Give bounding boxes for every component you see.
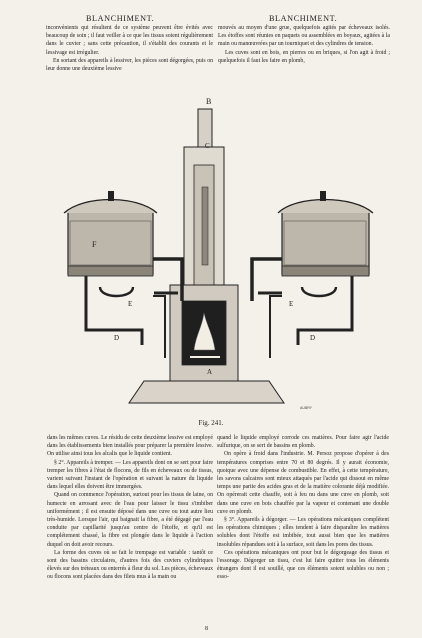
label-e-right: E <box>289 300 294 308</box>
paragraph: La forme des cuves où se fait le trempage est variable : tantôt ce sont des bassins circulaires, d'autres fois des cuviers cylindriques élevés sur des tréteaux ou enterrés à fleur du sol. Les pièces, écheveaux ou flocons sont placées dans des filets mus à la main ou <box>47 549 213 581</box>
page-header-right: BLANCHIMENT. <box>269 14 338 23</box>
label-c: C <box>205 142 210 150</box>
label-a: A <box>207 368 213 376</box>
top-right-column <box>218 24 390 96</box>
paragraph: inconvénients qui résultent de ce système peuvent être évités avec beaucoup de soin ; il faut veiller à ce que les tissus soient régulièrement dans le cuvier ; sans cette précaution, il s'établit des courants et le lessivage est irrégulier. <box>46 25 213 56</box>
paragraph: On opère à froid dans l'industrie. M. Persoz propose d'opérer à des températures comprises entre 70 et 80 degrés. Il y aurait économie, quoique avec une dépense de combustible. En effet, à cette température, les savons calcaires sont mieux attaqués par l'acide qui dissout en même temps une partie des acides gras et de la matière colorante déjà modifiée. On opérerait cette chauffe, soit à feu nu dans une cuve en plomb, soit dans une cuve en bois chauffée par la vapeur et contenant une double cuve en plomb. <box>217 451 389 515</box>
label-d-right: D <box>310 334 316 342</box>
figure-illustration <box>44 95 394 413</box>
label-e-left: E <box>128 300 133 308</box>
bottom-right-column <box>217 434 389 624</box>
label-b: B <box>206 97 212 106</box>
paragraph: § 2°. Appareils à tremper. — Les appareils dont on se sert pour faire tremper les fibres à l'état de flocons, de fils en écheveaux ou de tissus, varient suivant l'instant de l'opération et suivant la nature du liquide dans lequel elles doivent être immergées. <box>47 459 213 491</box>
illustration-signature: AUBRY <box>300 406 312 410</box>
footer-mark: 8 <box>205 626 208 632</box>
paragraph: § 3°. Appareils à dégorger. — Les opérations mécaniques complètent les opérations chimiques ; elles tendent à faire disparaître les matières solubles dont l'étoffe est imbibée, tout aussi bien que les matières insolubles répandues soit à la surface, soit dans les pores des tissus. <box>217 517 389 548</box>
paragraph: Ces opérations mécaniques ont pour but le dégorgeage des tissus et l'essorage. Dégorger un tissu, c'est lui faire quitter tous les éléments étrangers dont il est souillé, que ces éléments soient solubles ou non ; esso- <box>217 549 389 581</box>
paragraph: Quand on commence l'opération, surtout pour les tissus de laine, on humecte en arrosant avec de l'eau pour laisser le tissu s'imbiber uniformément ; il est ensuite déposé dans une cuve ou tout autre lieu très-humide. Lorsque l'air, qui baignait la fibre, a été dégagé par l'eau conduite par capillarité jusqu'au centre de l'étoffe, et qu'il est complétement chassé, la fibre est plongée dans le liquide à l'action duquel on doit avoir recours. <box>47 492 213 548</box>
label-d-left: D <box>114 334 120 342</box>
paragraph: quand le liquide employé corrode ces matières. Pour faire agir l'acide sulfurique, on se sert de bassins en plomb. <box>217 435 389 450</box>
paragraph: En sortant des appareils à lessiver, les pièces sont dégorgées, puis on leur donne une deuxième lessive <box>46 57 213 73</box>
paragraph: mouvés au moyen d'une grue, quelquefois agités par écheveaux isolés. Les étoffes sont réunies en paquets ou assemblées en boyaux, agitées à la main ou manœuvrées par un tourniquet et des cylindres de tension. <box>218 25 390 48</box>
paragraph: Les cuves sont en bois, en pierres ou en briques, si l'on agit à froid ; quelquefois il faut les faire en plomb, <box>218 49 390 64</box>
figure-caption: Fig. 241. <box>198 419 224 427</box>
page-header-left: BLANCHIMENT. <box>86 14 155 23</box>
top-left-column <box>46 24 213 96</box>
paragraph: dans les mêmes cuves. Le résidu de cette deuxième lessive est employé dans les établissements bien installés pour préparer la première lessive. On utilise ainsi tous les alcalis que le liquide contient. <box>47 435 213 458</box>
bottom-left-column <box>47 434 213 624</box>
label-f-left: F <box>92 240 97 249</box>
